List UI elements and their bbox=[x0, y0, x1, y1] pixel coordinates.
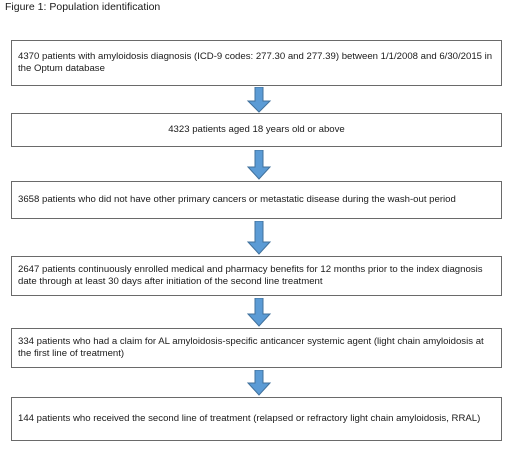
flow-step-4 bbox=[11, 256, 502, 296]
figure-title: Figure 1: Population identification bbox=[5, 1, 161, 13]
down-arrow-icon bbox=[246, 298, 272, 327]
flow-step-1 bbox=[11, 40, 502, 86]
flow-step-4-text: 2647 patients continuously enrolled medical and pharmacy benefits for 12 months prior to the index diagnosis date through at least 30 days after initiation of the second line treatment bbox=[18, 263, 483, 287]
flow-step-2 bbox=[11, 113, 502, 147]
flow-step-6-text: 144 patients who received the second line of treatment (relapsed or refractory light chain amyloidosis, RRAL) bbox=[18, 412, 481, 424]
flow-step-5 bbox=[11, 328, 502, 368]
flow-step-5-text: 334 patients who had a claim for AL amyloidosis-specific anticancer systemic agent (light chain amyloidosis at the first line of treatment) bbox=[18, 335, 484, 359]
flow-step-2-text: 4323 patients aged 18 years old or above bbox=[168, 123, 345, 135]
flow-step-3-text: 3658 patients who did not have other primary cancers or metastatic disease during the wash-out period bbox=[18, 193, 456, 205]
down-arrow-icon bbox=[246, 370, 272, 396]
flow-step-3 bbox=[11, 181, 502, 219]
down-arrow-icon bbox=[246, 221, 272, 255]
down-arrow-icon bbox=[246, 87, 272, 113]
down-arrow-icon bbox=[246, 150, 272, 180]
flow-step-6 bbox=[11, 397, 502, 441]
flow-step-1-text: 4370 patients with amyloidosis diagnosis (ICD-9 codes: 277.30 and 277.39) between 1/1/2008 and 6/30/2015 in the Optum database bbox=[18, 50, 493, 74]
